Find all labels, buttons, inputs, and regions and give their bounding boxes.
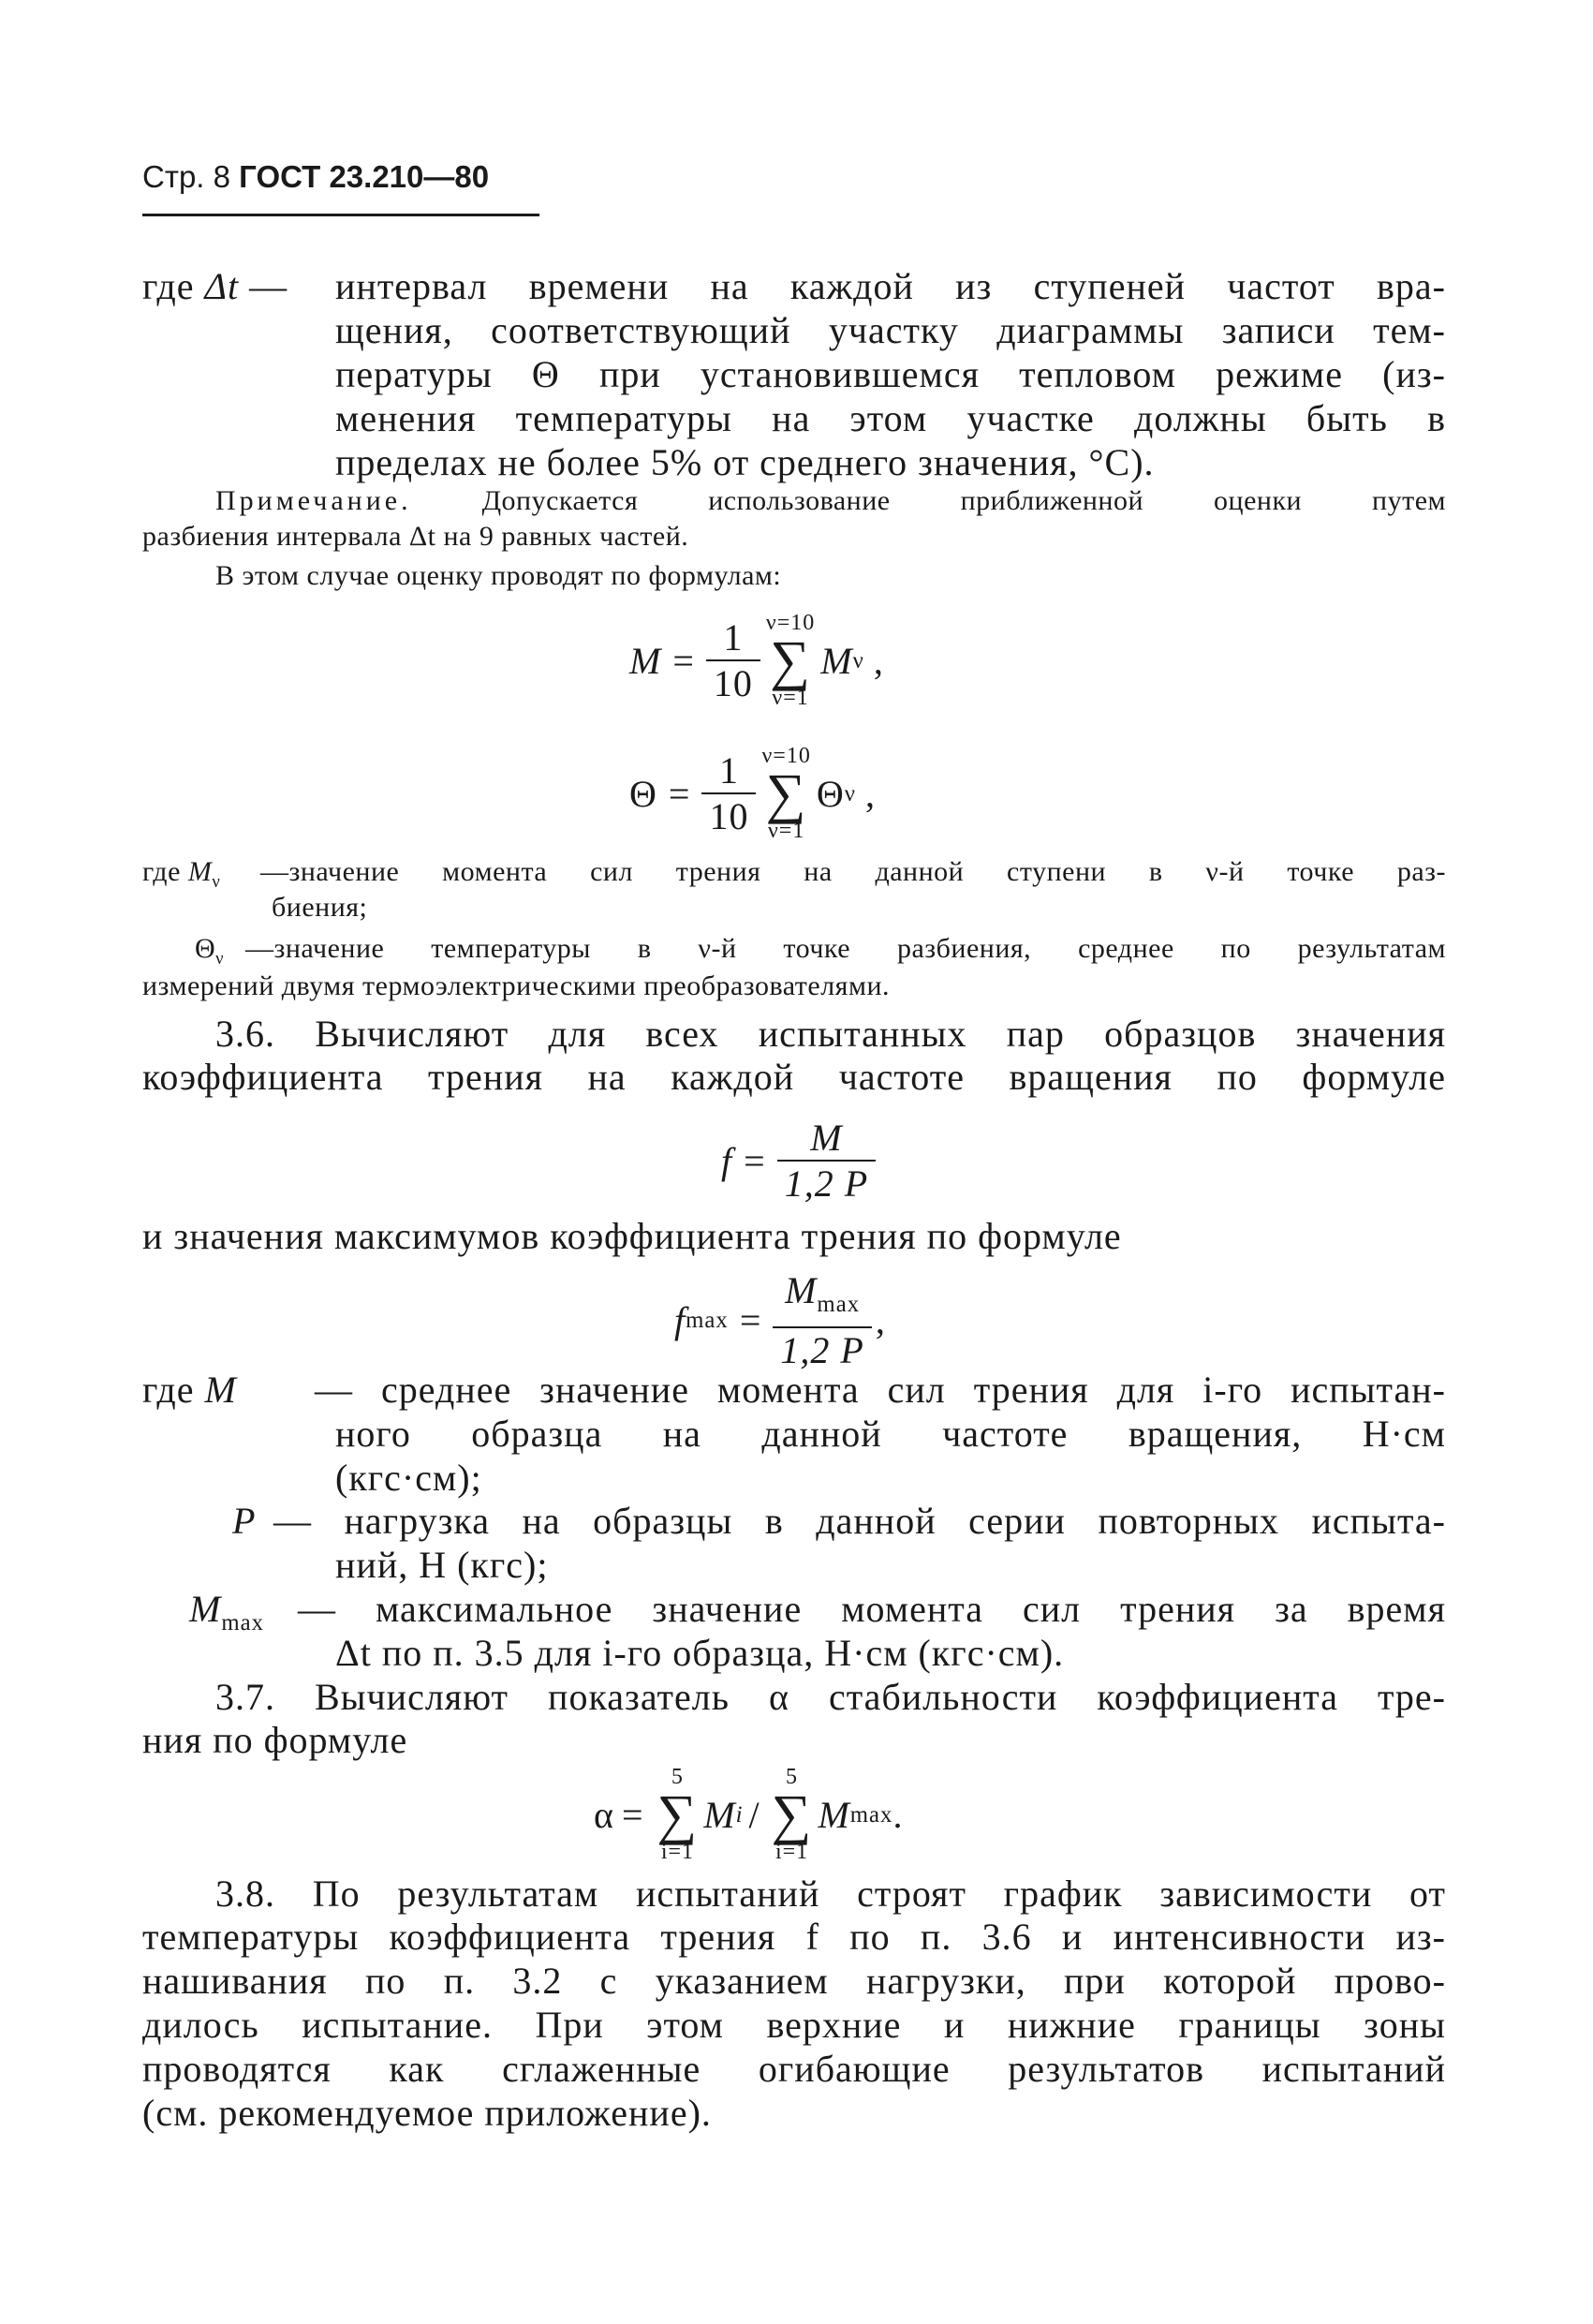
summation xyxy=(772,1765,813,1864)
paragraph-line: 3.6. Вычисляют для всех испытанных пар образцов значения xyxy=(215,1013,1446,1055)
numerator-subscript: max xyxy=(817,1291,861,1317)
p36-line-2 xyxy=(142,1055,1446,1099)
fraction-denominator: 1,2 P xyxy=(780,1328,864,1371)
page-header xyxy=(142,159,536,195)
thetav-symbol: Θ xyxy=(195,933,216,964)
mmax-subscript: max xyxy=(221,1610,265,1636)
fraction xyxy=(706,615,760,705)
sum-term-subscript: i xyxy=(735,1801,744,1828)
fraction-numerator xyxy=(777,1268,867,1326)
sum-upper-limit: 5 xyxy=(671,1765,684,1789)
sum-upper-limit: 5 xyxy=(786,1765,799,1789)
comma: , xyxy=(864,772,876,815)
paragraph-line: проводятся как сглаженные огибающие результатов испытаний xyxy=(142,2048,1446,2090)
p36-line-1 xyxy=(215,1012,1446,1056)
comma: , xyxy=(873,639,884,682)
m-symbol: M xyxy=(204,1369,237,1411)
def-dt-line: щения, соответствующий участку диаграммы записи тем- xyxy=(335,309,1446,351)
alpha-symbol: α xyxy=(594,1793,614,1836)
p37-line-1 xyxy=(215,1675,1446,1719)
division-slash: / xyxy=(748,1793,760,1836)
note-text: Допускается использование приближенной оценки путем xyxy=(481,485,1447,516)
dash: — xyxy=(249,265,288,307)
fmax-subscript: max xyxy=(686,1307,729,1333)
def-m-line: — среднее значение момента сил трения для i-го испытан- xyxy=(315,1369,1446,1411)
equals-sign: = xyxy=(621,1793,644,1836)
sum-term: M xyxy=(818,1793,850,1836)
fraction xyxy=(701,748,756,838)
sum-term-subscript: max xyxy=(849,1801,893,1828)
standard-number: ГОСТ 23.210—80 xyxy=(239,159,490,194)
thetav-subscript: ν xyxy=(215,949,225,969)
def-dt-line: пературы Θ при установившемся тепловом режиме (из- xyxy=(335,353,1446,395)
paragraph-line: 3.8. По результатам испытаний строят график зависимости от xyxy=(215,1873,1446,1915)
p37-line-2: ния по формуле xyxy=(142,1719,408,1761)
def-thetav-line-2: измерений двумя термоэлектрическими преобразователями. xyxy=(142,970,891,1001)
def-mmax-lead xyxy=(189,1587,264,1645)
def-p-lead xyxy=(232,1499,256,1543)
def-mmax-line: Δt по п. 3.5 для i-го образца, Н·см (кгс·см). xyxy=(335,1632,1065,1674)
sum-lower-limit: i=1 xyxy=(774,1840,809,1864)
note-line-2: разбиения интервала Δt на 9 равных частей. xyxy=(142,521,689,552)
def-m-text xyxy=(315,1368,1446,1500)
def-p-line: ний, Н (кгс); xyxy=(335,1544,549,1586)
formula-f-lhs: f xyxy=(721,1139,733,1182)
note-line-1 xyxy=(215,483,1446,519)
def-mmax-text xyxy=(298,1587,1446,1675)
def-thetav-line-1 xyxy=(245,931,1446,967)
summation xyxy=(657,1765,699,1864)
fraction-denominator: 10 xyxy=(709,795,749,837)
p36b-line-1: и значения максимумов коэффициента трения по формуле xyxy=(142,1215,1122,1257)
where-word: где xyxy=(142,856,181,887)
summation xyxy=(761,744,810,843)
def-dt-line: менения температуры на этом участке должны быть в xyxy=(335,397,1446,439)
paragraph-line: (см. рекомендуемое приложение). xyxy=(142,2092,712,2134)
header-rule xyxy=(142,214,539,216)
sigma-symbol: ∑ xyxy=(770,629,811,691)
sum-upper-limit: ν=10 xyxy=(761,744,811,768)
sigma-symbol: ∑ xyxy=(765,762,807,824)
def-m-line: ного образца на данной частоте вращения, Н·см xyxy=(335,1413,1446,1455)
def-m-line: (кгс·см); xyxy=(335,1457,482,1499)
where-word: где xyxy=(142,1369,195,1411)
sum-term-subscript: ν xyxy=(852,647,864,674)
paragraph-line: 3.7. Вычисляют показатель α стабильности коэффициента тре- xyxy=(215,1676,1446,1718)
paragraph-line: коэффициента трения на каждой частоте вращения по формуле xyxy=(142,1056,1446,1098)
def-dt-line: интервал времени на каждой из ступеней частот вра- xyxy=(335,265,1446,307)
equals-sign: = xyxy=(739,1298,762,1341)
summation xyxy=(766,611,815,710)
equals-sign: = xyxy=(744,1139,766,1182)
where-word: где xyxy=(142,265,195,307)
sum-term: M xyxy=(820,639,853,682)
sum-lower-limit: ν=1 xyxy=(767,819,805,843)
def-mv-text xyxy=(260,854,1446,925)
fraction-numerator: 1 xyxy=(718,749,739,792)
defs2-lead xyxy=(142,1368,237,1412)
sum-term-subscript: ν xyxy=(844,780,856,807)
equals-sign: = xyxy=(668,772,691,815)
p-symbol: P xyxy=(232,1500,257,1542)
equals-sign: = xyxy=(672,639,695,682)
delta-t-symbol: Δt xyxy=(204,265,240,307)
formula-f xyxy=(721,1109,876,1212)
sum-upper-limit: ν=10 xyxy=(765,611,816,635)
fraction-numerator: 1 xyxy=(723,616,744,659)
sum-lower-limit: ν=1 xyxy=(772,686,809,710)
def-dt-text xyxy=(335,264,1446,484)
def-mv-lead xyxy=(142,854,220,900)
fraction xyxy=(777,1116,876,1206)
def-dt-line: пределах не более 5% от среднего значения, °С). xyxy=(335,441,1155,483)
numerator-symbol: M xyxy=(785,1268,818,1311)
p38-body xyxy=(142,1915,1446,2135)
formula-fmax-lhs: f xyxy=(674,1298,686,1341)
sum-term: M xyxy=(703,1793,736,1836)
sum-term: Θ xyxy=(816,772,845,815)
def-mmax-line: — максимальное значение момента сил трения за время xyxy=(298,1588,1446,1630)
paragraph-line: температуры коэффициента трения f по п. 3.6 и интенсивности из- xyxy=(142,1916,1446,1958)
def-mv-line: —значение момента сил трения на данной ступени в ν-й точке раз- xyxy=(260,856,1446,887)
paragraph-line: дилось испытание. При этом верхние и нижние границы зоны xyxy=(142,2004,1446,2046)
formula-fmax xyxy=(674,1268,886,1371)
mmax-symbol: M xyxy=(189,1588,222,1630)
fraction-numerator: M xyxy=(810,1117,843,1159)
note-label: Примечание. xyxy=(215,485,412,516)
def-p-text xyxy=(273,1499,1446,1587)
period: . xyxy=(892,1793,904,1836)
paragraph-line: нашивания по п. 3.2 с указанием нагрузки, при которой прово- xyxy=(142,1960,1446,2002)
sigma-symbol: ∑ xyxy=(771,1784,813,1845)
note-line-3: В этом случае оценку проводят по формулам: xyxy=(215,560,782,591)
formula-m xyxy=(629,600,884,721)
comma: , xyxy=(875,1298,886,1341)
def-dt-lead xyxy=(142,264,288,308)
formula-alpha xyxy=(594,1754,903,1875)
fraction xyxy=(773,1268,871,1372)
fraction-denominator: 1,2 P xyxy=(784,1162,869,1205)
formula-theta xyxy=(629,733,876,854)
def-p-line: — нагрузка на образцы в данной серии повторных испыта- xyxy=(273,1500,1446,1542)
page-number: Стр. 8 xyxy=(142,159,230,194)
formula-theta-lhs: Θ xyxy=(629,772,657,815)
mv-symbol: M xyxy=(187,856,213,887)
sum-lower-limit: i=1 xyxy=(660,1840,695,1864)
def-thetav-line: —значение температуры в ν-й точке разбиения, среднее по результатам xyxy=(245,933,1446,964)
fraction-denominator: 10 xyxy=(713,662,753,704)
def-mv-line: биения; xyxy=(272,892,368,923)
sigma-symbol: ∑ xyxy=(656,1784,699,1845)
mv-subscript: ν xyxy=(212,872,221,892)
p38-line-1 xyxy=(215,1872,1446,1916)
formula-m-lhs: M xyxy=(629,639,662,682)
